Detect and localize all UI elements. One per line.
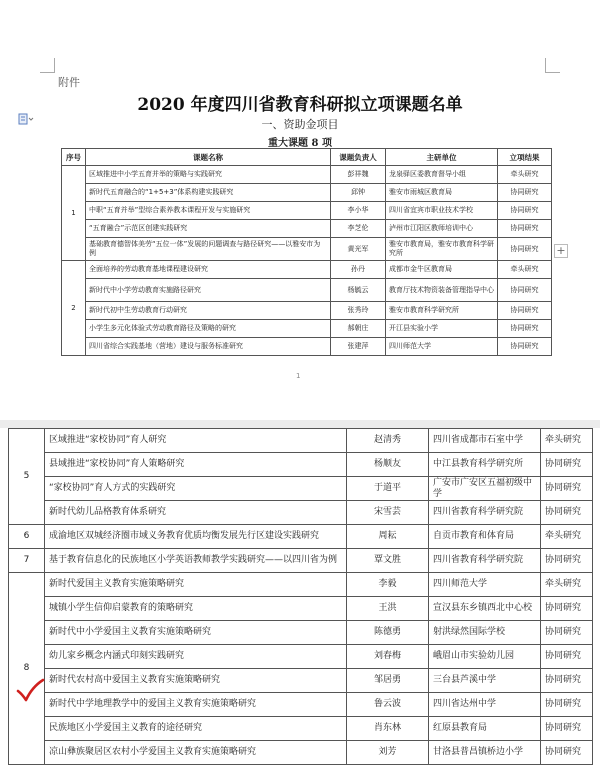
project-name: 新时代中小学劳动教育实施路径研究 <box>86 279 331 302</box>
project-result: 协同研究 <box>541 621 593 645</box>
project-unit: 四川省宜宾市职业技术学校 <box>386 202 498 220</box>
document-title: 2020 年度四川省教育科研拟立项课题名单 <box>137 95 463 115</box>
project-result: 协同研究 <box>541 741 593 765</box>
project-unit: 四川省成都市石室中学 <box>429 429 541 453</box>
project-unit: 开江县实验小学 <box>386 320 498 338</box>
project-name: 新时代农村高中爱国主义教育实施策略研究 <box>45 669 347 693</box>
project-leader: 宋雪芸 <box>347 501 429 525</box>
project-name: 新时代初中生劳动教育行动研究 <box>86 302 331 320</box>
table-row <box>62 302 552 320</box>
table-row <box>9 573 593 597</box>
table-row <box>9 645 593 669</box>
header-leader: 课题负责人 <box>331 149 386 166</box>
project-leader: 孙丹 <box>331 261 386 279</box>
header-unit: 主研单位 <box>386 149 498 166</box>
project-name: 区域推进中小学五育并举的策略与实践研究 <box>86 166 331 184</box>
table-row <box>62 338 552 356</box>
project-result: 协同研究 <box>498 320 552 338</box>
project-result: 协同研究 <box>541 597 593 621</box>
project-result: 协同研究 <box>498 238 552 261</box>
project-leader: 张秀玲 <box>331 302 386 320</box>
project-name: 四川省综合实践基地（营地）建设与服务标准研究 <box>86 338 331 356</box>
project-unit: 三台县芦溪中学 <box>429 669 541 693</box>
project-unit: 甘洛县普昌镇桥边小学 <box>429 741 541 765</box>
project-name: 凉山彝族聚居区农村小学爱国主义教育实施策略研究 <box>45 741 347 765</box>
project-name: 成渝地区双城经济圈市域义务教育优质均衡发展先行区建设实践研究 <box>45 525 347 549</box>
table-row <box>9 741 593 765</box>
subsection-title: 重大课题 8 项 <box>268 138 332 149</box>
project-unit: 四川师范大学 <box>429 573 541 597</box>
project-name: 县域推进“家校协同”育人策略研究 <box>45 453 347 477</box>
project-result: 牵头研究 <box>541 429 593 453</box>
checkmark-icon <box>15 678 45 704</box>
project-unit: 广安市广安区五福初级中学 <box>429 477 541 501</box>
project-leader: 杨顺友 <box>347 453 429 477</box>
project-leader: 赵清秀 <box>347 429 429 453</box>
project-leader: 彭祥魏 <box>331 166 386 184</box>
project-unit: 龙泉驿区委教育督导小组 <box>386 166 498 184</box>
header-project-name: 课题名称 <box>86 149 331 166</box>
project-leader: 李毅 <box>347 573 429 597</box>
table-row <box>62 320 552 338</box>
project-result: 协同研究 <box>498 220 552 238</box>
project-result: 协同研究 <box>541 717 593 741</box>
project-name: 基础教育德智体美劳“五位一体”发展的问题调查与路径研究——以雅安市为例 <box>86 238 331 261</box>
table-row <box>9 717 593 741</box>
project-leader: 邹居勇 <box>347 669 429 693</box>
project-result: 协同研究 <box>498 302 552 320</box>
project-unit: 射洪绿然国际学校 <box>429 621 541 645</box>
table-row <box>62 184 552 202</box>
project-result: 牵头研究 <box>541 525 593 549</box>
group-number: 8 <box>9 573 45 765</box>
table-row <box>62 202 552 220</box>
project-leader: 于道平 <box>347 477 429 501</box>
project-leader: 张建萍 <box>331 338 386 356</box>
project-leader: 刘春梅 <box>347 645 429 669</box>
project-leader: 肖东林 <box>347 717 429 741</box>
project-unit: 雅安市教育科学研究所 <box>386 302 498 320</box>
project-unit: 成都市金牛区教育局 <box>386 261 498 279</box>
table-row <box>9 501 593 525</box>
table-row <box>9 669 593 693</box>
margin-corner-top-right <box>545 58 560 73</box>
group-number: 5 <box>9 429 45 525</box>
project-leader: 王洪 <box>347 597 429 621</box>
project-unit: 泸州市江阳区教师培训中心 <box>386 220 498 238</box>
project-leader: 李小华 <box>331 202 386 220</box>
group-number: 1 <box>62 166 86 261</box>
project-name: “家校协同”育人方式的实践研究 <box>45 477 347 501</box>
project-name: 新时代五育融合的“1+5+3”体系构建实践研究 <box>86 184 331 202</box>
margin-corner-top-left <box>40 58 55 73</box>
table-row <box>9 429 593 453</box>
project-name: 新时代爱国主义教育实施策略研究 <box>45 573 347 597</box>
project-result: 协同研究 <box>498 184 552 202</box>
project-leader: 陈德勇 <box>347 621 429 645</box>
table-row <box>9 453 593 477</box>
project-unit: 宣汉县东乡镇西北中心校 <box>429 597 541 621</box>
project-unit: 自贡市教育和体育局 <box>429 525 541 549</box>
project-leader: 覃文胜 <box>347 549 429 573</box>
project-name: 幼儿家乡概念内涵式印刻实践研究 <box>45 645 347 669</box>
project-unit: 四川师范大学 <box>386 338 498 356</box>
table-row <box>62 261 552 279</box>
project-unit: 红原县教育局 <box>429 717 541 741</box>
project-table-top <box>61 148 552 356</box>
attachment-label: 附件 <box>58 76 80 89</box>
project-result: 协同研究 <box>541 453 593 477</box>
header-number: 序号 <box>62 149 86 166</box>
project-leader: 刘芳 <box>347 741 429 765</box>
project-unit: 雅安市教育局，雅安市教育科学研究所 <box>386 238 498 261</box>
project-name: 民族地区小学爱国主义教育的途径研究 <box>45 717 347 741</box>
project-unit: 峨眉山市实验幼儿园 <box>429 645 541 669</box>
project-name: 新时代中小学爱国主义教育实施策略研究 <box>45 621 347 645</box>
project-result: 牵头研究 <box>498 166 552 184</box>
project-table-bottom <box>8 428 593 765</box>
project-leader: 杨毓云 <box>331 279 386 302</box>
table-row <box>62 166 552 184</box>
project-unit: 教育厅技术物资装备管理指导中心 <box>386 279 498 302</box>
table-row <box>9 549 593 573</box>
project-result: 协同研究 <box>541 693 593 717</box>
project-result: 牵头研究 <box>498 261 552 279</box>
table-row <box>9 621 593 645</box>
project-unit: 四川省达州中学 <box>429 693 541 717</box>
project-leader: 鲁云波 <box>347 693 429 717</box>
project-result: 协同研究 <box>541 645 593 669</box>
table-row <box>62 220 552 238</box>
group-number: 6 <box>9 525 45 549</box>
section-title: 一、资助金项目 <box>261 118 339 131</box>
project-name: 区域推进“家校协同”育人研究 <box>45 429 347 453</box>
project-result: 协同研究 <box>541 669 593 693</box>
project-leader: 黄光军 <box>331 238 386 261</box>
project-unit: 中江县教育科学研究所 <box>429 453 541 477</box>
project-name: 全面培养的劳动教育基地课程建设研究 <box>86 261 331 279</box>
table-row <box>62 279 552 302</box>
project-result: 协同研究 <box>498 338 552 356</box>
project-name: 中职“五育并举”型综合素养教本课程开发与实施研究 <box>86 202 331 220</box>
project-name: 城镇小学生信仰启蒙教育的策略研究 <box>45 597 347 621</box>
project-result: 协同研究 <box>541 501 593 525</box>
project-name: 新时代中学地理教学中的爱国主义教育实施策略研究 <box>45 693 347 717</box>
project-result: 牵头研究 <box>541 573 593 597</box>
project-result: 协同研究 <box>541 549 593 573</box>
project-name: 基于教育信息化的民族地区小学英语教师教学实践研究——以四川省为例 <box>45 549 347 573</box>
group-number: 2 <box>62 261 86 356</box>
project-leader: 周耘 <box>347 525 429 549</box>
page-number: 1 <box>296 372 301 380</box>
table-row <box>62 238 552 261</box>
project-name: 新时代幼儿品格教育体系研究 <box>45 501 347 525</box>
project-unit: 雅安市雨城区教育局 <box>386 184 498 202</box>
project-leader: 郝朝庄 <box>331 320 386 338</box>
header-result: 立项结果 <box>498 149 552 166</box>
table-row-highlighted <box>9 693 593 717</box>
group-number: 7 <box>9 549 45 573</box>
table-header-row <box>62 149 552 166</box>
table-row <box>9 597 593 621</box>
table-row <box>9 477 593 501</box>
project-result: 协同研究 <box>541 477 593 501</box>
project-name: “五育融合”示范区创建实践研究 <box>86 220 331 238</box>
project-unit: 四川省教育科学研究院 <box>429 549 541 573</box>
project-result: 协同研究 <box>498 202 552 220</box>
add-row-button[interactable]: + <box>554 244 568 258</box>
table-row <box>9 525 593 549</box>
project-name: 小学生多元化体验式劳动教育路径及策略的研究 <box>86 320 331 338</box>
project-result: 协同研究 <box>498 279 552 302</box>
image-divider <box>0 420 600 428</box>
project-leader: 李芝伦 <box>331 220 386 238</box>
project-leader: 邱钟 <box>331 184 386 202</box>
project-unit: 四川省教育科学研究院 <box>429 501 541 525</box>
